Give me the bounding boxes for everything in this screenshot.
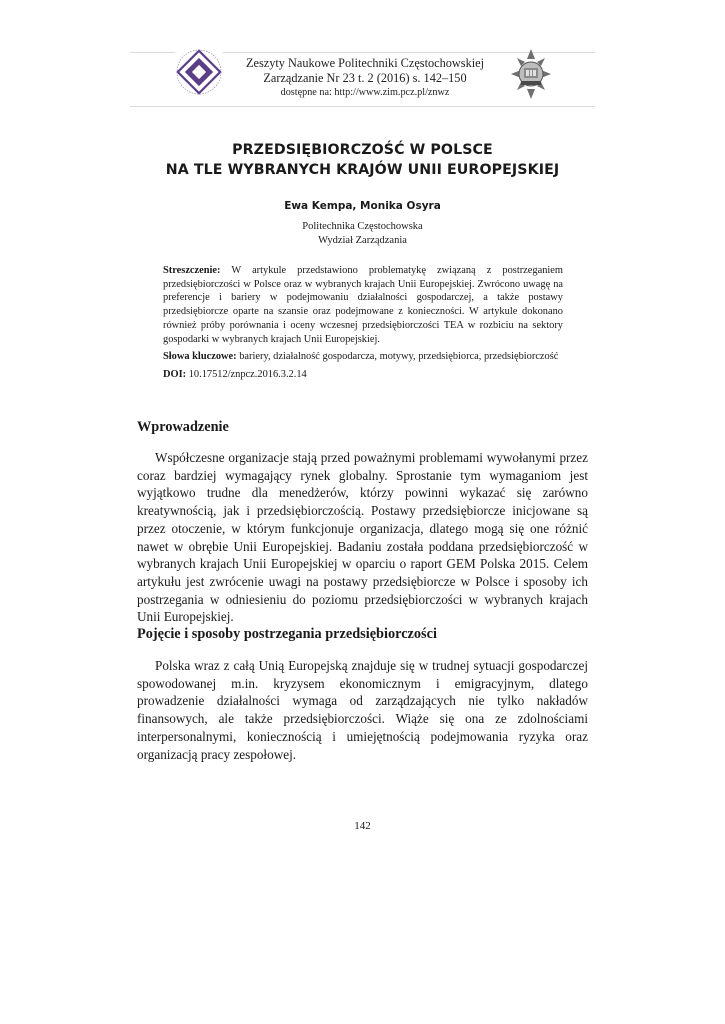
keywords-label: Słowa kluczowe:	[163, 351, 237, 363]
abstract-label: Streszczenie:	[163, 265, 221, 276]
journal-header	[225, 56, 505, 99]
abstract-paragraph	[163, 264, 563, 346]
section-heading-introduction: Wprowadzenie	[137, 419, 229, 435]
introduction-paragraph: Współczesne organizacje stają przed poważnymi problemami wywołanymi przez coraz bardziej wymagający rynek globalny. Sprostanie tym wymaganiom jest wyjątkowo trudne dla menedżerów, którzy powinni wykazać się zarówno kreatywnością, jak i przedsiębiorczością. Postawy przedsiębiorcze inicjowane są przez otoczenie, w którym funkcjonuje organizacja, dlatego mogą się one różnić nawet w obrębie Unii Europejskiej. Badaniu została poddana przedsiębiorczość w wybranych krajach Unii Europejskiej w oparciu o raport GEM Polska 2015. Celem artykułu jest zwrócenie uwagi na postawy przedsiębiorcze w Polsce i sposoby ich postrzegania w odniesieniu do poziomu przedsiębiorczości w wybranych krajach Unii Europejskiej.	[137, 450, 588, 625]
journal-url: dostępne na: http://www.zim.pcz.pl/znwz	[280, 87, 450, 98]
doi-paragraph	[163, 368, 563, 382]
journal-issue: Zarządzanie Nr 23 t. 2 (2016) s. 142–150	[263, 71, 467, 85]
keywords-paragraph	[163, 350, 563, 364]
abstract-text: W artykule przedstawiono problematykę związaną z postrzeganiem przedsiębiorczości w Polsce oraz w wybranych krajach Unii Europejskiej. Zwrócono uwagę na preferencje i bariery w podejmowaniu działalności gospodarczej, a także postawy przedsiębiorcze oparte na szansie oraz podejmowane z konieczności. W artykule dokonano również próby porównania i oceny wczesnej przedsiębiorczości TEA w rozbiciu na sektory gospodarki w wybranych krajach Unii Europejskiej.	[163, 265, 563, 345]
affiliation-university: Politechnika Częstochowska	[302, 221, 423, 232]
section-body-introduction	[137, 449, 588, 626]
doi-label: DOI:	[163, 368, 187, 380]
header-bottom-rule	[130, 106, 595, 107]
doi-value: 10.17512/znpcz.2016.3.2.14	[188, 368, 307, 380]
affiliation-faculty: Wydział Zarządzania	[318, 235, 407, 246]
paper-authors: Ewa Kempa, Monika Osyra	[284, 200, 441, 212]
section-heading-concept: Pojęcie i sposoby postrzegania przedsiębiorczości	[137, 626, 437, 642]
paper-title	[120, 140, 605, 180]
author-affiliation	[120, 220, 605, 248]
paper-title-line-1: PRZEDSIĘBIORCZOŚĆ W POLSCE	[232, 142, 493, 158]
keywords-text: bariery, działalność gospodarcza, motywy, przedsiębiorca, przedsiębiorczość	[239, 351, 559, 363]
faculty-seal-logo-icon	[175, 48, 223, 96]
journal-name: Zeszyty Naukowe Politechniki Częstochowskiej	[245, 56, 485, 70]
page-number: 142	[354, 820, 371, 832]
section-body-concept	[137, 657, 588, 763]
paper-title-line-2: NA TLE WYBRANYCH KRAJÓW UNII EUROPEJSKIEJ	[165, 162, 560, 178]
concept-paragraph: Polska wraz z całą Unią Europejską znajduje się w trudnej sytuacji gospodarczej spowodowanej m.in. kryzysem ekonomicznym i emigracyjnym, dlatego prowadzenie działalności wymaga od zarządzających nie tylko nakładów finansowych, ale także przedsiębiorczości. Wiąże się ona ze zdolnościami interpersonalnymi, koniecznością i umiejętnością podejmowania ryzyka oraz organizacją pracy zespołowej.	[137, 658, 588, 762]
university-emblem-logo-icon	[509, 47, 553, 101]
abstract-block	[163, 264, 563, 386]
